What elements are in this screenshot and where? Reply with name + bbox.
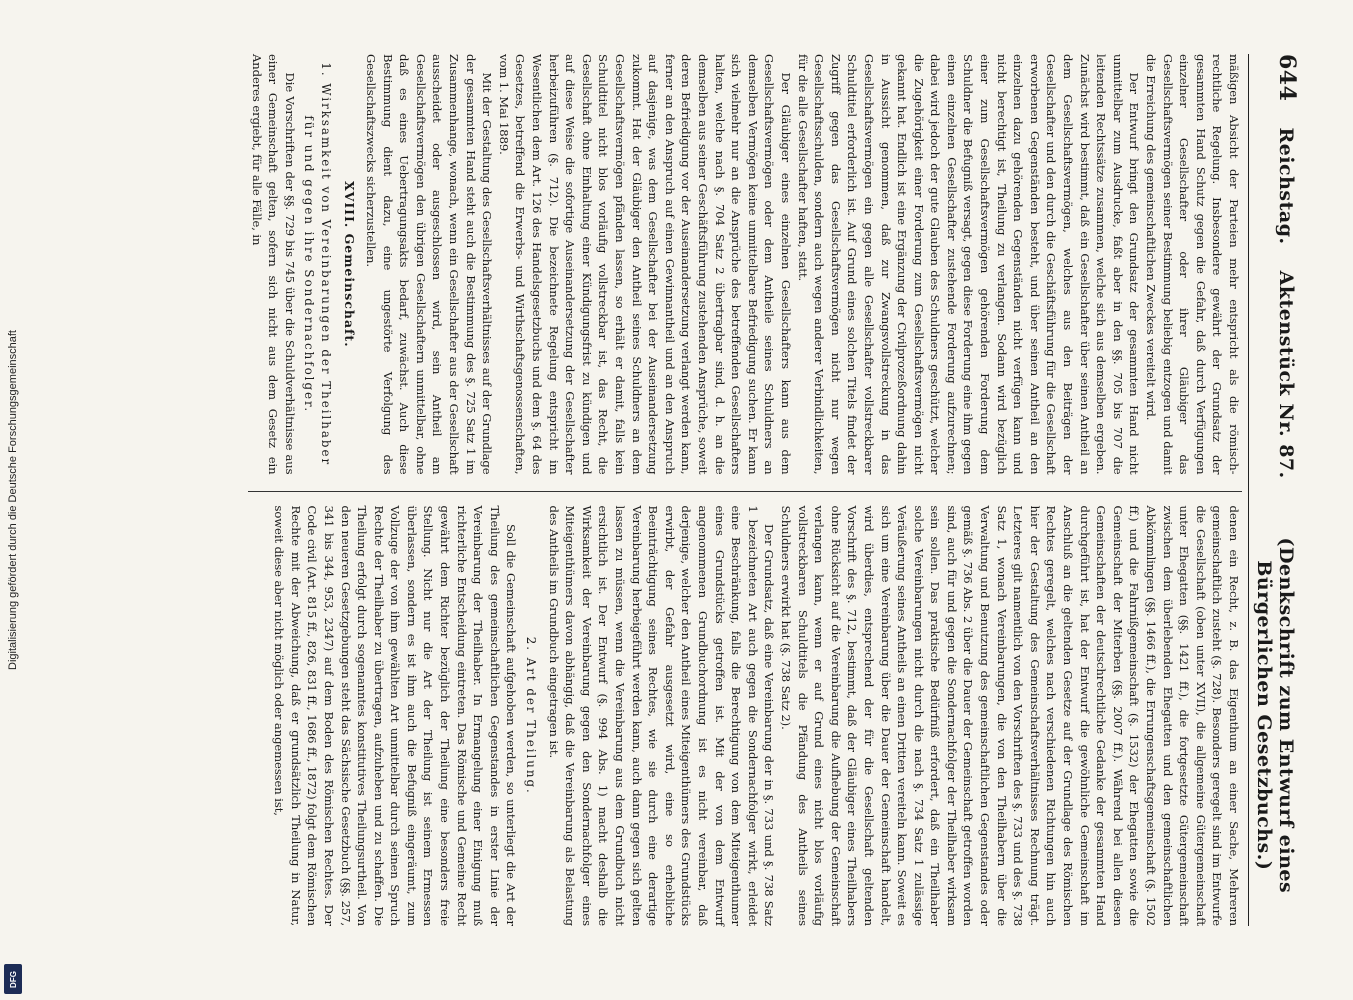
column-right [248, 491, 1242, 927]
paragraph: Der Grundsatz, daß eine Vereinbarung der in §. 733 und §. 738 Satz 1 bezeichneten Art auch gegen die Sondernachfolger wirkt, erleidet eine Beschränkung, falls die Berechtigung von dem Miteigenthumer eines Grundstücks getroffen ist. Mit der von dem Entwurf angenommenen Grundbuchordnung ist es nicht vereinbar, daß derjenige, welcher den Antheil eines Miteigenthümers des Grundstücks erwirbt, der Gefahr ausgesetzt wird, eine so erhebliche Beeinträchtigung seines Rechtes, wie sie durch eine derartige Vereinbarung herbeigeführt werden kann, auch dann gegen sich gelten lassen zu müssen, wenn die Vereinbarung aus dem Grundbuch nicht ersichtlich ist. Der Entwurf (§. 994 Abs. 1) macht deshalb die Wirksamkeit der Vereinbarung gegen den Sondernachfolger eines Miteigenthümers davon abhängig, daß die Vereinbarung als Belastung des Antheils im Grundbuch eingetragen ist. [546, 505, 777, 926]
header-doc-ref: Aktenstück Nr. 87. [1275, 270, 1297, 479]
dfg-logo [4, 964, 22, 994]
header-title: (Denkschrift zum Entwurf eines Bürgerlichen Gesetzbuchs.) [1253, 537, 1297, 894]
scanned-page [80, 40, 1310, 940]
subsection-heading: 1. Wirksamkeit von Vereinbarungen der Theilhaber für und gegen ihre Sondernachfolger. [302, 62, 333, 467]
page-number: 644 [1274, 54, 1300, 102]
dfg-logo-text: DFG [8, 970, 18, 988]
paragraph: Die Vorschriften der §§. 729 bis 745 über die Schuldverhältnisse aus einer Gemeinschaft gelten, sofern sich nicht aus dem Gesetz ein Anderes ergiebt, für alle Fälle, in [249, 54, 297, 475]
paragraph: mäßigen Absicht der Parteien mehr entspricht als die römisch-rechtliche Regelung. Insbesondere gewährt der Grundsatz der gesammten Hand Schutz gegen die Gefahr, daß durch Verfügungen einzelner Gesellschafter oder ihrer Gläubiger das Gesellschaftsvermögen seiner Bestimmung beliebig entzogen und damit die Erreichung des gemeinschaftlichen Zweckes vereitelt wird. [1144, 54, 1241, 475]
paragraph: denen ein Recht, z. B. das Eigenthum an einer Sache, Mehreren gemeinschaftlich zusteht (§. 728). Besonders geregelt sind im Entwurfe die Gesellschaft (oben unter XVII), die allgemeine Gütergemeinschaft unter Ehegatten (§§. 1421 ff.), die fortgesetzte Gütergemeinschaft zwischen dem überlebenden Ehegatten und den gemeinschaftlichen Abkömmlingen (§§. 1466 ff.), die Errungenschaftsgemeinschaft (§. 1502 ff.) und die Fahrnißgemeinschaft (§. 1532) der Ehegatten sowie die Gemeinschaft der Miterben (§§. 2007 ff.). Während bei allen diesen Gemeinschaften der deutschrechtliche Gedanke der gesammten Hand durchgeführt ist, hat der Entwurf die gewöhnliche Gemeinschaft im Anschluß an die geltenden Gesetze auf der Grundlage des Römischen Rechtes geregelt, welches nach verschiedenen Richtungen hin auch hier der Gestaltung des Gemeinschaftsverhältnisses Rechnung trägt. Letzteres gilt namentlich von den Vorschriften des §. 733 und des §. 738 Satz 1, wonach Vereinbarungen, die von den Theilhabern über die Verwaltung und Benutzung des gemeinschaftlichen Gegenstandes oder gemäß §. 736 Abs. 2 über die Dauer der Gemeinschaft getroffen worden sind, auch für und gegen die Sondernachfolger der Theilhaber wirksam sein sollen. Das praktische Bedürfniß erfordert, daß ein Theilhaber solche Vereinbarungen nicht durch die nach §. 734 Satz 1 zulässige Veräußerung seines Antheils an einen Dritten vereiteln kann. Soweit es sich um eine Vereinbarung über die Dauer der Gemeinschaft handelt, wird überdies, entsprechend der für die Gesellschaft geltenden Vorschrift des §. 712, bestimmt, daß der Gläubiger eines Theilhabers ohne Rücksicht auf die Vereinbarung die Aufhebung der Gemeinschaft verlangen kann, wenn er auf Grund eines nicht blos vorläufig vollstreckbaren Schuldtitels die Pfändung des Antheils seines Schuldners erwirkt hat (§. 738 Satz 2). [778, 505, 1241, 926]
section-heading: XVIII. Gemeinschaft. [341, 180, 357, 348]
paragraph: Der Gläubiger eines einzelnen Gesellschafters kann aus dem Gesellschaftsvermögen oder dem Antheile seines Schuldners an demselben Vermögen keine unmittelbare Befriedigung suchen. Er kann sich vielmehr nur an die Ansprüche des betreffenden Gesellschafters halten, welche nach §. 704 Satz 2 übertragbar sind, d. h. an die demselben aus seiner Geschäftsführung zustehenden Ansprüche, soweit deren Befriedigung vor der Auseinandersetzung verlangt werden kann, ferner an den Anspruch auf einen Gewinnantheil und an den Anspruch auf dasjenige, was dem Gesellschafter bei der Auseinandersetzung zukommt. Hat der Gläubiger den Antheil seines Schuldners an dem Gesellschaftsvermögen pfänden lassen, so erhält er damit, falls kein Schuldtitel nicht blos vorläufig vollstreckbar ist, das Recht, die Gesellschaft ohne Einhaltung einer Kündigungsfrist zu kündigen und auf diese Weise die sofortige Auseinandersetzung der Gesellschafter herbeizuführen (§. 712). Die bezeichnete Regelung entspricht im Wesentlichen dem Art. 126 des Handelsgesetzbuchs und dem §. 64 des Gesetzes, betreffend die Erwerbs- und Wirthschaftsgenossenschaften, vom 1. Mai 1889. [496, 54, 793, 475]
column-left [248, 54, 1242, 475]
text-columns [248, 54, 1242, 926]
paragraph: Soll die Gemeinschaft aufgehoben werden, so unterliegt die Art der Theilung des gemeinschaftlichen Gegenstandes in erster Linie der Vereinbarung der Theilhaber. In Ermangelung einer Einigung muß richterliche Entscheidung eintreten. Das Römische und Gemeine Recht gewährt dem Richter bezüglich der Theilung eine besonders freie Stellung. Nicht nur die Art der Theilung ist seinem Ermessen überlassen, sondern es ist ihm auch die Befugniß eingeräumt, zum Vollzuge der von ihm gewählten Art unmittelbar durch seinen Spruch Rechte der Theilhaber zu übertragen, aufzuheben und zu schaffen. Die Theilung erfolgt durch sogenanntes konstitutives Theilungsurtheil. Von den neueren Gesetzgebungen steht das Sächsische Gesetzbuch (§§. 257, 341 bis 344, 953, 2347) auf dem Boden des Römischen Rechtes. Der Code civil (Art. 815 ff., 826, 831 ff., 1686 ff., 1872) folgt dem Römischen Rechte mit der Abweichung, daß er grundsätzlich Theilung in Natur, soweit diese aber nicht möglich oder angemessen ist, [272, 505, 519, 926]
paragraph: Mit der Gestaltung des Gesellschaftsverhältnisses auf der Grundlage der gesammten Hand steht auch die Bestimmung des §. 725 Satz 1 im Zusammenhange, wonach, wenn ein Gesellschafter aus der Gesellschaft ausscheidet oder ausgeschlossen wird, sein Antheil am Gesellschaftsvermögen den übrigen Gesellschaftern unmittelbar, ohne daß es eines Uebertragungsakts bedarf, zuwächst. Auch diese Bestimmung dient dazu, eine ungestörte Verfolgung des Gesellschaftszwecks sicherzustellen. [364, 54, 495, 475]
funding-note: Digitalisierung gefördert durch die Deutsche Forschungsgemeinschaft [7, 330, 19, 670]
attribution-sidebar [0, 0, 26, 1000]
subsection-heading: 2. Art der Theilung. [524, 636, 539, 795]
header-section: Reichstag. [1275, 127, 1297, 245]
page-header [1248, 54, 1300, 926]
paragraph: Der Entwurf bringt den Grundsatz der gesammten Hand nicht unmittelbar zum Ausdrucke, faßt aber in den §§. 705 bis 707 die leitenden Rechtssätze zusammen, welche sich aus demselben ergeben. Zunächst wird bestimmt, daß ein Gesellschafter über seinen Antheil an dem Gesellschaftsvermögen, welches aus den Beiträgen der Gesellschafter und den durch die Geschäftsführung für die Gesellschaft erworbenen Gegenständen besteht, und über seinen Antheil an den einzelnen dazu gehörenden Gegenständen nicht verfügen kann und nicht berechtigt ist, Theilung zu verlangen. Sodann wird bezüglich einer zum Gesellschaftsvermögen gehörenden Forderung dem Schuldner die Befugniß versagt, gegen diese Forderung eine ihm gegen einen einzelnen Gesellschafter zustehende Forderung aufzurechnen; dabei wird jedoch der gute Glauben des Schuldners geschützt, welcher die Zugehörigkeit einer Forderung zum Gesellschaftsvermögen nicht gekannt hat. Endlich ist eine Ergänzung der Civilprozeßordnung dahin in Aussicht genommen, daß zur Zwangsvollstreckung in das Gesellschaftsvermögen ein gegen alle Gesellschafter vollstreckbarer Schuldtitel erforderlich ist. Auf Grund eines solchen Titels findet der Zugriff gegen das Gesellschaftsvermögen nicht nur wegen Gesellschaftsschulden, sondern auch wegen anderer Verbindlichkeiten, für die alle Gesellschafter haften, statt. [795, 54, 1142, 475]
